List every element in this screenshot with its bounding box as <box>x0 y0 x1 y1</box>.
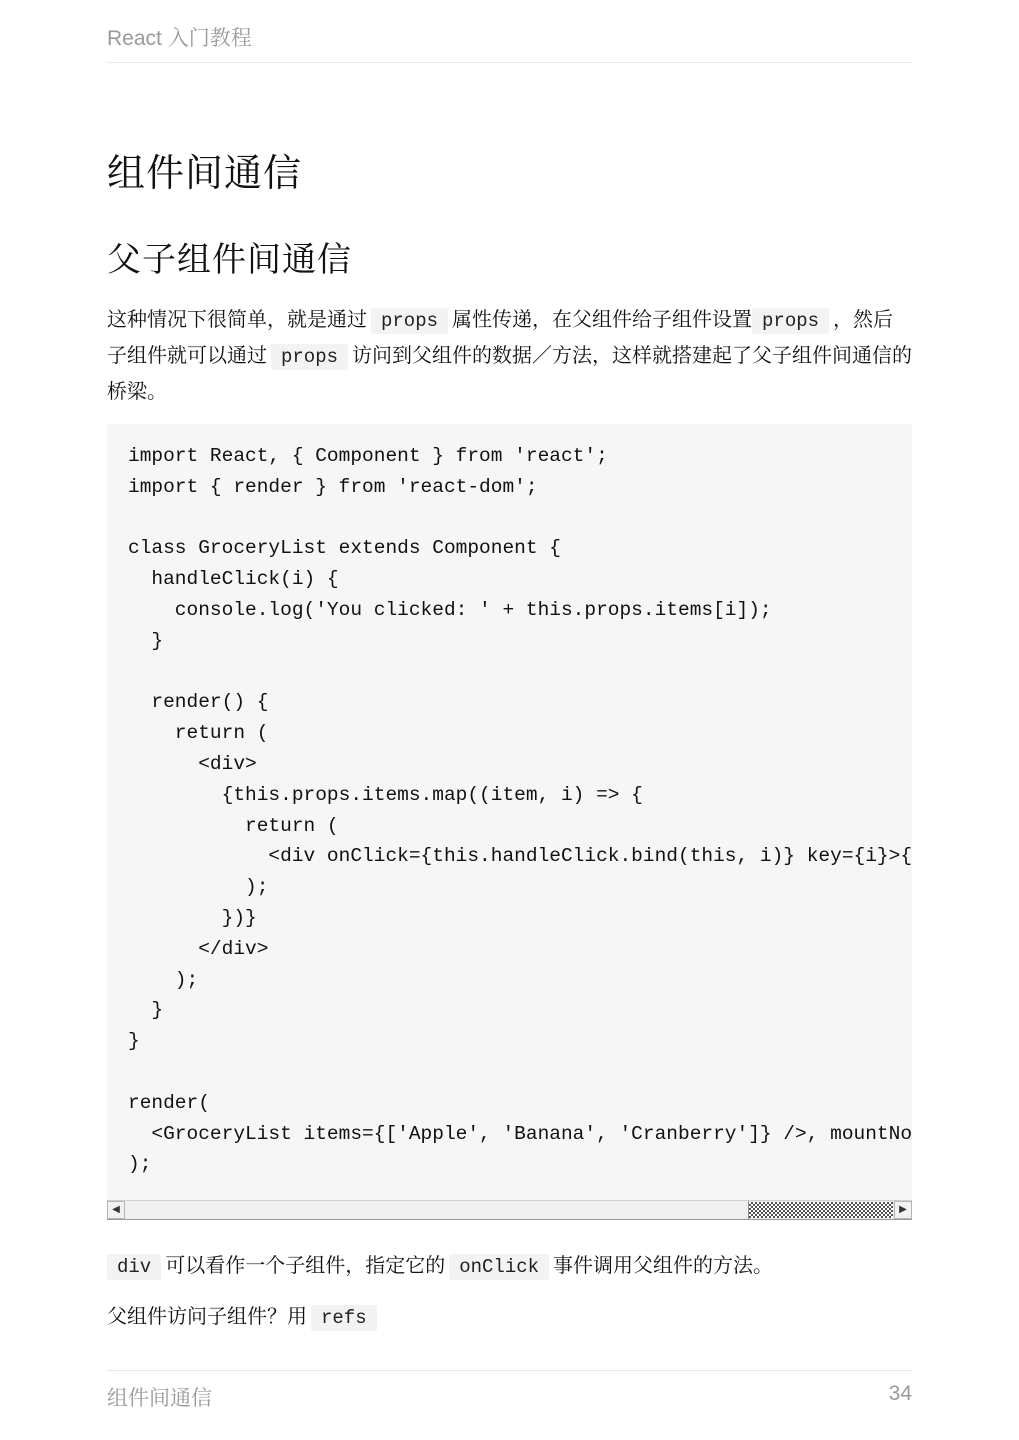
question-text: 父组件访问子组件？用 <box>107 1304 307 1328</box>
intro-paragraph <box>107 302 912 408</box>
footer-divider <box>107 1370 912 1371</box>
horizontal-scrollbar[interactable] <box>107 1200 912 1220</box>
inline-code-props: props <box>371 308 448 334</box>
scrollbar-thumb[interactable] <box>749 1202 893 1218</box>
document-page <box>107 0 912 1440</box>
code-block <box>107 424 912 1200</box>
scrollbar-track[interactable] <box>125 1201 749 1219</box>
chapter-title: 组件间通信 <box>107 151 303 195</box>
intro-text-2: 属性传递，在父组件给子组件设置 <box>452 307 753 331</box>
running-header: React 入门教程 <box>107 27 252 50</box>
code-listing: import React, { Component } from 'react'; import { render } from 'react-dom'; class GroceryList extends Component { handleClick(i) { console.log('You clicked: ' + this.props.items[i]); } render() { return ( <div> {this.props.items.map((item, i) => { return ( <div onClick={this.handleClick.bind(this, i)} key={i}>{ ); })} </div> ); } } render( <GroceryList items={['Apple', 'Banana', 'Cranberry']} />, mountNo ); <box>128 445 912 1176</box>
intro-text-3: ，然后子组件就可以通过 <box>107 307 894 367</box>
header-divider <box>107 62 912 63</box>
scroll-left-arrow-icon[interactable]: ◀ <box>107 1201 125 1219</box>
inline-code-onclick: onClick <box>449 1254 549 1280</box>
intro-text-1: 这种情况下很简单，就是通过 <box>107 307 367 331</box>
explanation-text-2: 事件调用父组件的方法。 <box>553 1253 774 1277</box>
scroll-right-arrow-icon[interactable]: ▶ <box>894 1201 912 1219</box>
intro-text-4: 访问到父组件的数据／方法，这样就搭建起了父子组件间通信的桥梁。 <box>107 343 913 403</box>
inline-code-refs: refs <box>311 1305 377 1331</box>
footer-section-name: 组件间通信 <box>107 1386 212 1410</box>
explanation-text-1: 可以看作一个子组件，指定它的 <box>165 1253 446 1277</box>
inline-code-div: div <box>107 1254 161 1280</box>
explanation-paragraph <box>107 1248 912 1284</box>
question-paragraph <box>107 1299 912 1335</box>
inline-code-props: props <box>271 344 348 370</box>
section-title: 父子组件间通信 <box>107 240 352 280</box>
inline-code-props: props <box>752 308 829 334</box>
page-number: 34 <box>888 1382 912 1405</box>
